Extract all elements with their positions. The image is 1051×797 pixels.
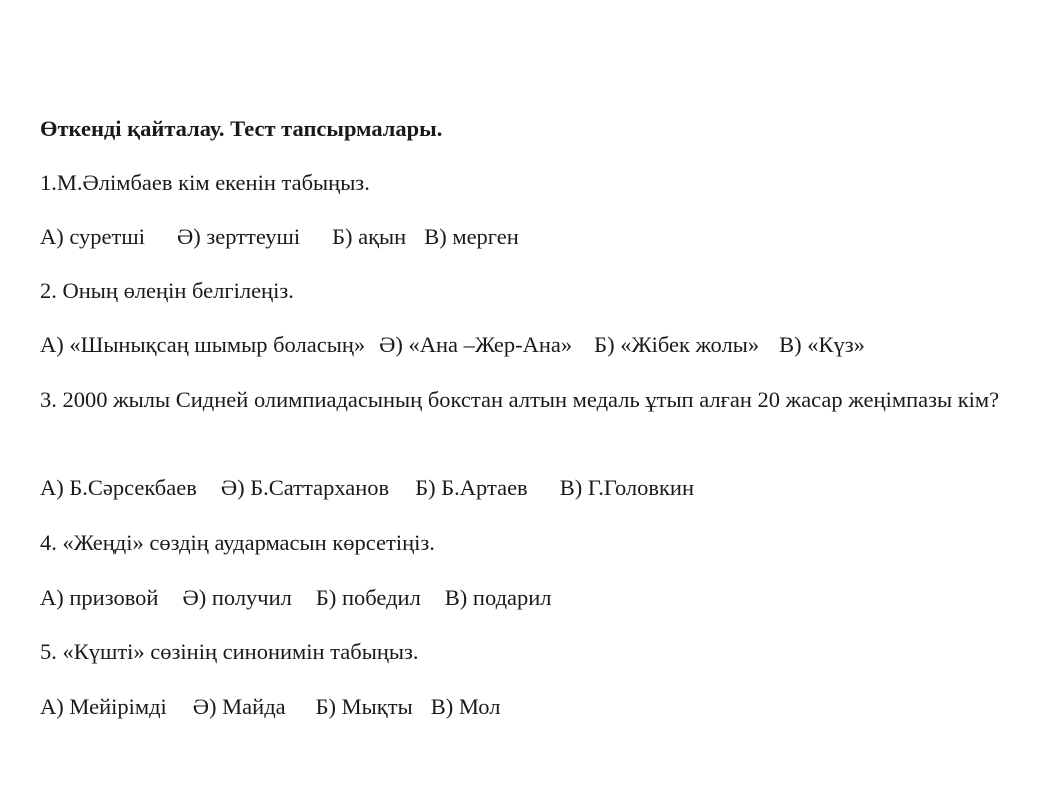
question-2-text: 2. Оның өлеңін белгілеңіз. bbox=[40, 278, 294, 303]
question-5-option-a: А) Мейірімді bbox=[40, 694, 167, 719]
question-4-option-v: В) подарил bbox=[444, 585, 552, 610]
question-4-options bbox=[40, 581, 552, 615]
question-2-option-a: А) «Шынықсаң шымыр боласың» bbox=[40, 332, 366, 357]
question-5-option-b: Б) Мықты bbox=[315, 694, 413, 719]
question-1-text: 1.М.Әлімбаев кім екенін табыңыз. bbox=[40, 170, 370, 195]
question-2-option-v: В) «Күз» bbox=[779, 332, 865, 357]
question-3-options bbox=[40, 471, 694, 505]
question-4-option-a: А) призовой bbox=[40, 585, 159, 610]
question-3-option-b: Б) Б.Артаев bbox=[415, 475, 528, 500]
question-4-option-ae: Ә) получил bbox=[182, 585, 292, 610]
question-3-option-a: А) Б.Сәрсекбаев bbox=[40, 475, 197, 500]
question-3-text: 3. 2000 жылы Сидней олимпиадасының бокстан алтын медаль ұтып алған 20 жасар жеңімпазы кім? bbox=[40, 387, 1000, 412]
question-5-text: 5. «Күшті» сөзінің синонимін табыңыз. bbox=[40, 639, 419, 664]
question-5-option-ae: Ә) Майда bbox=[192, 694, 286, 719]
question-2-option-ae: Ә) «Ана –Жер-Ана» bbox=[379, 332, 573, 357]
question-4-option-b: Б) победил bbox=[315, 585, 421, 610]
question-3-option-ae: Ә) Б.Саттарханов bbox=[220, 475, 390, 500]
question-1-option-b: Б) ақын bbox=[332, 224, 407, 249]
question-2-option-b: Б) «Жібек жолы» bbox=[594, 332, 760, 357]
question-3-option-v: В) Г.Головкин bbox=[559, 475, 695, 500]
question-5-option-v: В) Мол bbox=[430, 694, 501, 719]
question-1-option-a: А) суретші bbox=[40, 224, 145, 249]
question-1-option-v: В) мерген bbox=[424, 224, 519, 249]
question-5-options bbox=[40, 690, 500, 724]
question-1-options bbox=[40, 220, 519, 254]
question-4-text: 4. «Жеңді» сөздің аудармасын көрсетіңіз. bbox=[40, 530, 435, 555]
question-1-option-ae: Ә) зерттеуші bbox=[176, 224, 301, 249]
document-title: Өткенді қайталау. Тест тапсырмалары. bbox=[40, 116, 443, 141]
question-2-options bbox=[40, 328, 865, 362]
